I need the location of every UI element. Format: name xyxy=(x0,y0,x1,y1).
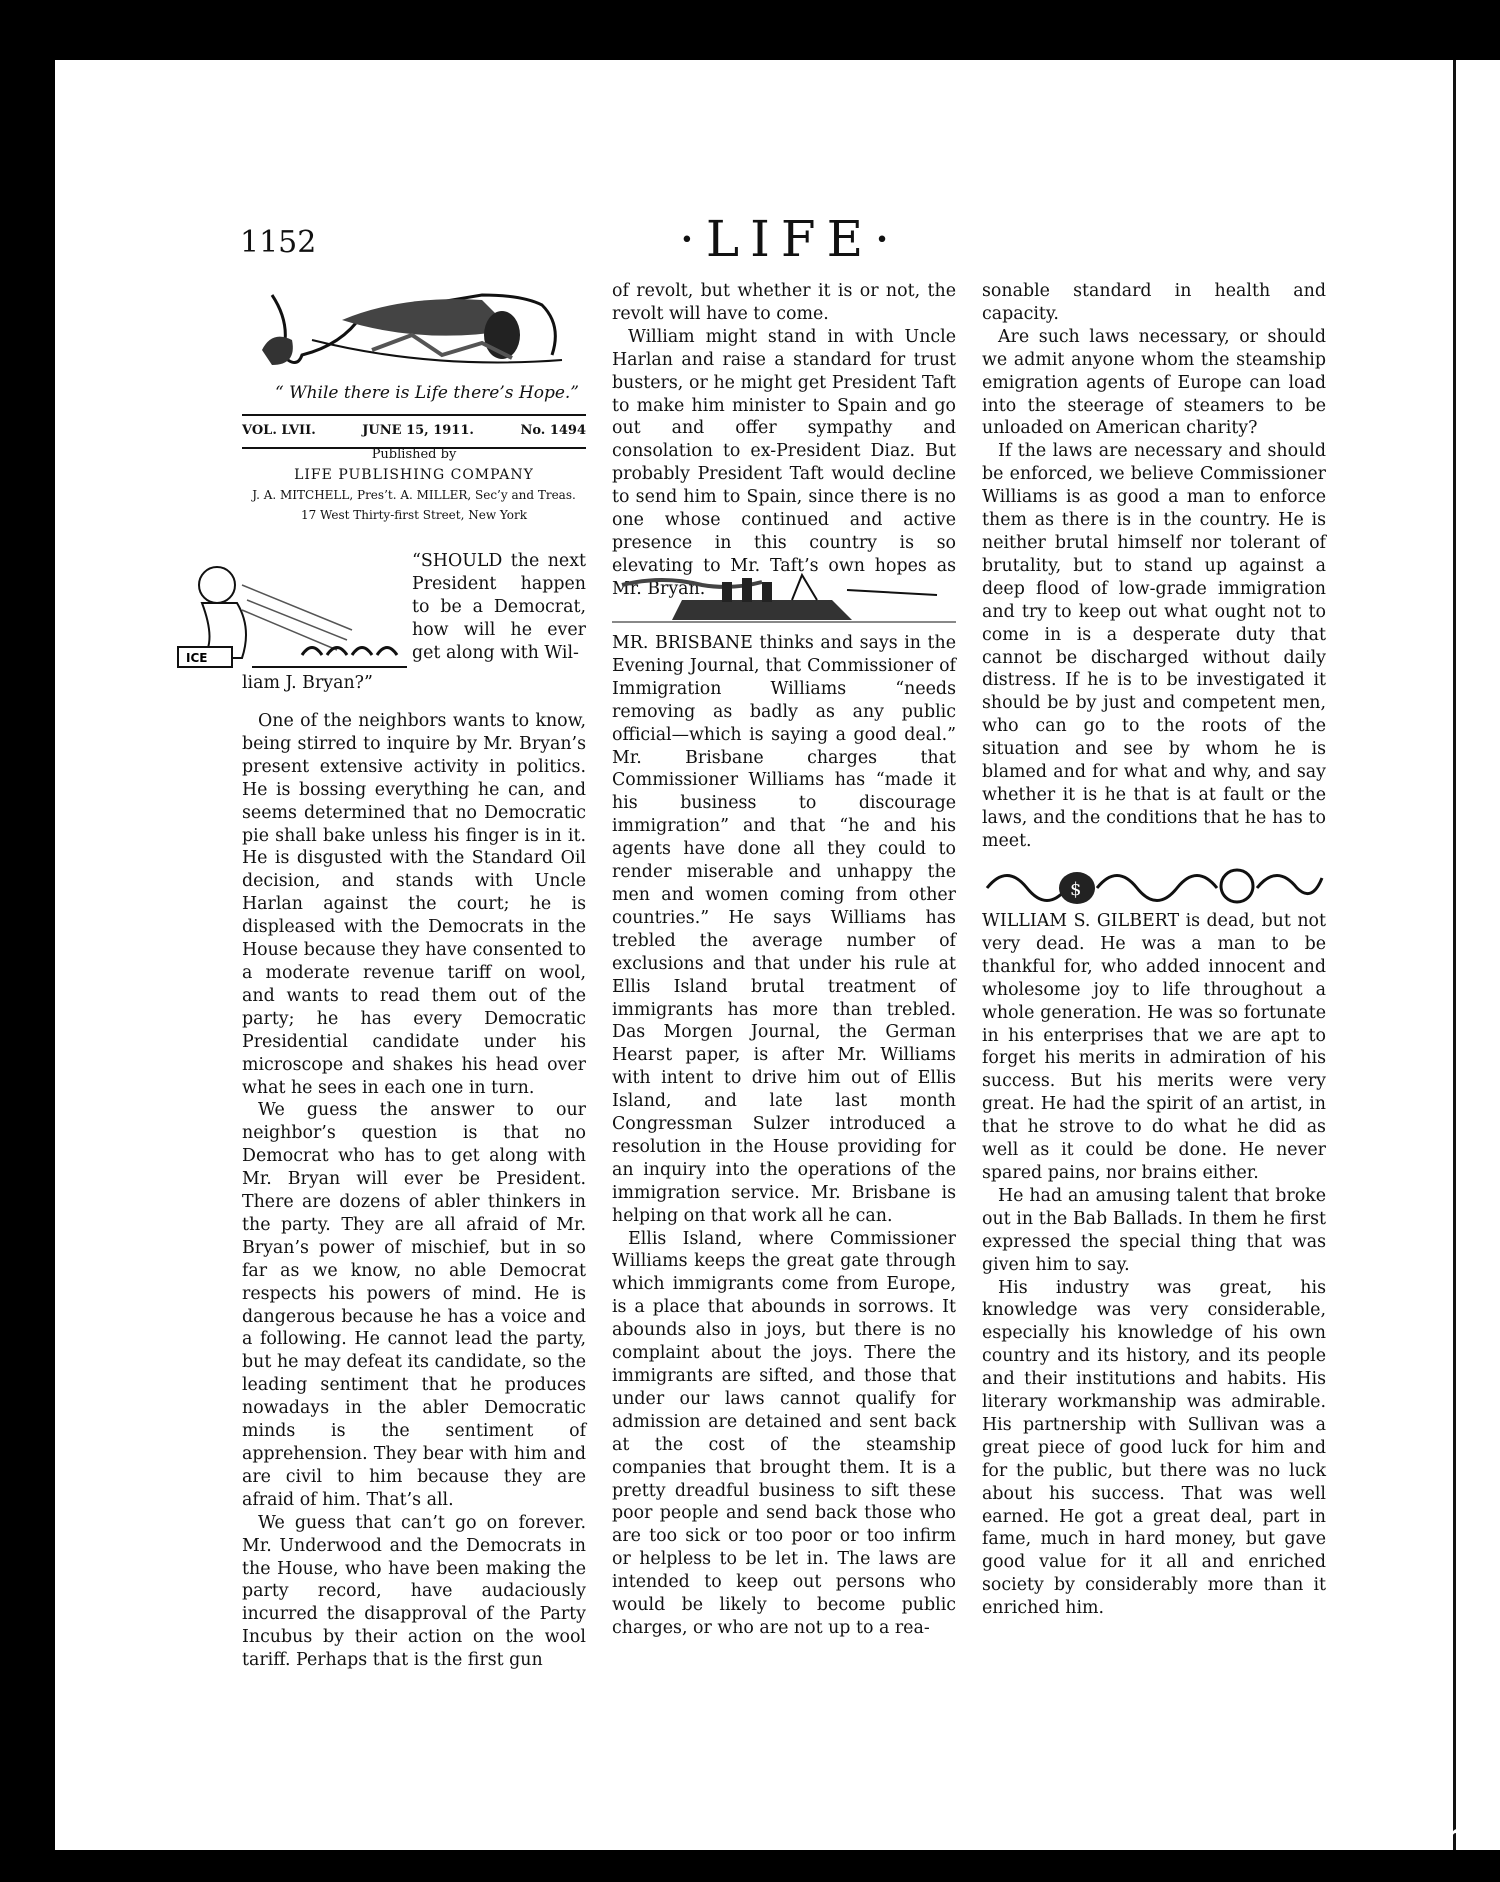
officers: J. A. MITCHELL, Pres’t. A. MILLER, Sec’y and Treas. xyxy=(252,488,576,502)
publisher-block xyxy=(242,445,586,525)
column-3-paragraph: WILLIAM S. GILBERT is dead, but not very dead. He was a man to be thankful for, who added innocent and wholesome joy to life throughout a whole generation. He was so fortunate in his enterprises that we are apt to forget his merits in admiration of his success. But his merits were very great. He had the spirit of an artist, in that he strove to do what he did as well as it could be done. He never spared pains, nor brains either. xyxy=(982,911,1326,1183)
column-3-paragraph: sonable standard in health and capacity. xyxy=(982,281,1326,324)
column-2-paragraph: of revolt, but whether it is or not, the revolt will have to come. xyxy=(612,281,956,324)
column-3-paragraph: His industry was great, his knowledge was very considerable, especially his knowledge of his own country and its history, and its people and their institutions and habits. His literary workmanship was admirable. His partnership with Sullivan was a great piece of good luck for him and for the public, but there was no luck about his success. That was well earned. He got a great deal, part in fame, much in hard money, but gave good value for it all and enriched society by considerably more than it enriched him. xyxy=(982,1277,1326,1619)
masthead-illustration xyxy=(252,280,582,380)
column-2-paragraph: Ellis Island, where Commissioner Williams keeps the great gate through which immigrants come from Europe, is a place that abounds in sorrows. It abounds also in joys, but there is no complaint about the joys. There the immigrants are sifted, and those that under our laws cannot qualify for admission are detained and sent back at the cost of the steamship companies that brought them. It is a pretty dreadful business to sift these poor people and send back those who are too sick or too poor or too infirm or helpless to be let in. The laws are intended to keep out persons who would be likely to become public charges, or who are not up to a rea- xyxy=(612,1228,956,1638)
company-name: LIFE PUBLISHING COMPANY xyxy=(294,467,534,483)
ice-label: ICE xyxy=(186,651,208,665)
published-by: Published by xyxy=(371,447,457,462)
svg-text:$: $ xyxy=(1070,879,1082,900)
volume-bar xyxy=(242,414,586,449)
ice-cartoon xyxy=(172,555,412,675)
column-3-paragraph: If the laws are necessary and should be enforced, we believe Commissioner Williams is as good a man to enforce them as there is in the country. He is neither brutal himself nor tolerant of brutality, but to stand up against a deep flood of low-grade immigration and try to keep out what ought not to come in is a desperate duty that cannot be discharged without daily distress. If he is to be investigated it should be by just and competent men, who can go to the roots of the situation and see by whom he is blamed and for what and why, and say whether it is he that is at fault or the laws, and the conditions that he has to meet. xyxy=(982,441,1326,851)
column-3-paragraph: Are such laws necessary, or should we admit anyone whom the steamship emigration agents of Europe can load into the steerage of steamers to be unloaded on American charity? xyxy=(982,326,1326,439)
address: 17 West Thirty-first Street, New York xyxy=(300,508,528,522)
column-1-paragraph: We guess the answer to our neighbor’s question is that no Democrat who has to get along with Mr. Bryan will ever be President. There are dozens of abler thinkers in the party. They are all afraid of Mr. Bryan’s power of mischief, but in so far as we know, no able Democrat respects his powers of mind. He is dangerous because he has a voice and a following. He cannot lead the party, but he may defeat its candidate, so the leading sentiment that he produces nowadays in the abler Democratic minds is the sentiment of apprehension. They bear with him and are civil to him because they are afraid of him. That’s all. xyxy=(242,1100,586,1510)
issue-date: JUNE 15, 1911. xyxy=(362,423,474,438)
bryan-lead-end: liam J. Bryan?” xyxy=(242,673,373,693)
column-1-paragraph: We guess that can’t go on forever. Mr. Underwood and the Democrats in the House, who have been making the party record, have audaciously incurred the disapproval of the Party Incubus by their action on the wool tariff. Perhaps that is the first gun xyxy=(242,1512,586,1671)
issue-number: No. 1494 xyxy=(520,423,586,438)
column-2-body-lower xyxy=(612,632,956,1640)
column-1-body xyxy=(242,710,586,1672)
page-number: 1152 xyxy=(240,225,317,260)
bryan-lead xyxy=(412,550,586,665)
column-2-body xyxy=(612,280,956,601)
adjacent-page-edge xyxy=(1453,60,1500,1850)
volume: VOL. LVII. xyxy=(242,423,316,438)
money-bag-wreath-ornament xyxy=(982,858,1326,908)
motto: “ While there is Life there’s Hope.” xyxy=(275,383,579,403)
column-1-paragraph: One of the neighbors wants to know, being stirred to inquire by Mr. Bryan’s present extensive activity in politics. He is bossing everything he can, and seems determined that no Democratic pie shall bake unless his finger is in it. He is disgusted with the Standard Oil decision, and stands with Uncle Harlan against the court; he is displeased with the Democrats in the House because they have consented to a moderate revenue tariff on wool, and wants to read them out of the party; he has every Democratic Presidential candidate under his microscope and shakes his head over what he sees in each one in turn. xyxy=(242,711,586,1098)
column-2-paragraph: MR. BRISBANE thinks and says in the Evening Journal, that Commissioner of Immigration Williams “needs removing as badly as any public official—which is saying a good deal.” Mr. Brisbane charges that Commissioner Williams has “made it his business to discourage immigration” and that “he and his agents have done all they could to render miserable and unhappy the men and women coming from other countries.” He says Williams has trebled the average number of exclusions and that under his rule at Ellis Island brutal treatment of immigrants has more than trebled. Das Morgen Journal, the German Hearst paper, is after Mr. Williams with intent to drive him out of Ellis Island, and late last month Congressman Sulzer introduced a resolution in the House providing for an inquiry into the operations of the immigration service. Mr. Brisbane is helping on that work all he can. xyxy=(612,633,956,1226)
steamship-illustration xyxy=(612,570,956,630)
watermark: comicbooks.com xyxy=(1196,1819,1476,1854)
column-3-body xyxy=(982,280,1326,853)
column-3-paragraph: He had an amusing talent that broke out in the Bab Ballads. In them he first expressed the special thing that was given him to say. xyxy=(982,1185,1326,1275)
bryan-lead-text: “SHOULD the next President happen to be a Democrat, how will he ever get along with Wil- xyxy=(412,551,586,663)
column-3-body-lower xyxy=(982,910,1326,1620)
masthead-title: ·LIFE· xyxy=(679,210,901,268)
column-2-paragraph: William might stand in with Uncle Harlan and raise a standard for trust busters, or he might get President Taft to make him minister to Spain and go out and offer sympathy and consolation to ex-President Diaz. But probably President Taft would decline to send him to Spain, since there is no one whose continued and active presence in this country is so elevating to Mr. Taft’s own hopes as Mr. Bryan. xyxy=(612,326,956,599)
